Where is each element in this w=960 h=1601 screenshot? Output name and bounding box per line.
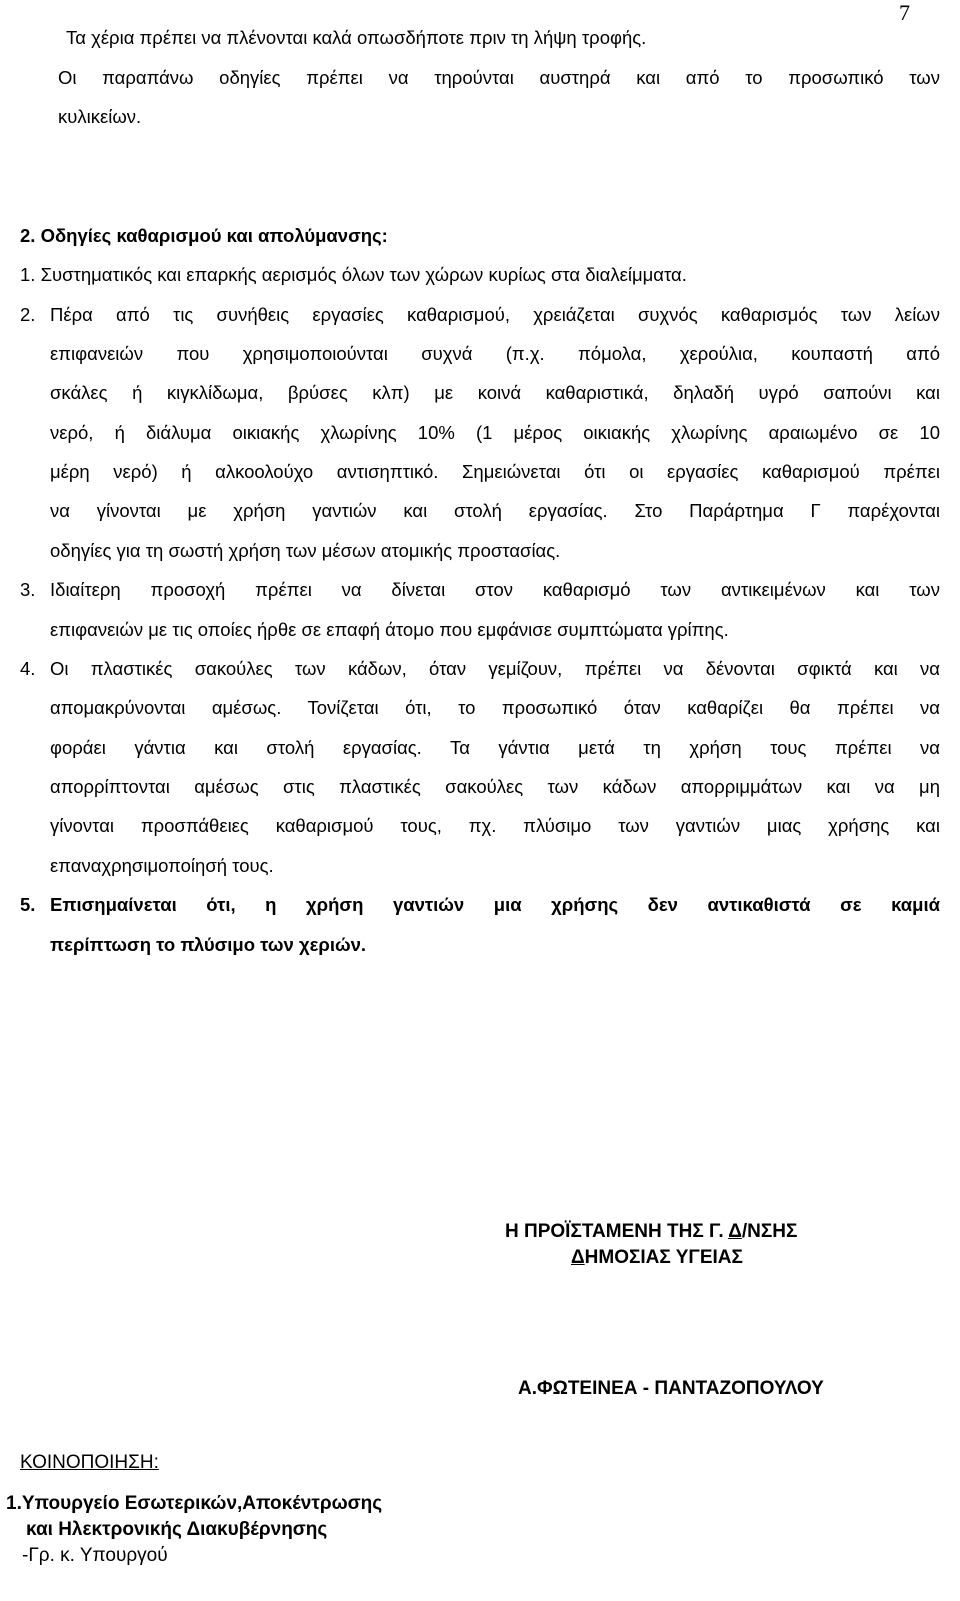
list-item-2-number: 2.: [20, 304, 36, 325]
list-item-1: 1. Συστηματικός και επαρκής αερισμός όλων των χώρων κυρίως στα διαλείμματα.: [20, 264, 687, 285]
list-item-4-number: 4.: [20, 658, 36, 679]
signatory-title-line-2: [571, 1245, 743, 1271]
signatory-title-part: /ΝΣΗΣ: [741, 1221, 798, 1242]
list-item-2-line: μέρη νερό) ή αλκοολούχο αντισηπτικό. Σημειώνεται ότι οι εργασίες καθαρισμού πρέπει: [50, 461, 940, 482]
signatory-title-part: Δ: [571, 1247, 585, 1268]
list-item-3-line: Ιδιαίτερη προσοχή πρέπει να δίνεται στον καθαρισμό των αντικειμένων και των: [50, 579, 940, 600]
list-item-4-line: Οι πλαστικές σακούλες των κάδων, όταν γεμίζουν, πρέπει να δένονται σφικτά και να: [50, 658, 940, 679]
list-item-4-line: απορρίπτονται αμέσως στις πλαστικές σακούλες των κάδων απορριμμάτων και να μη: [50, 776, 940, 797]
list-item-2-line: νερό, ή διάλυμα οικιακής χλωρίνης 10% (1 μέρος οικιακής χλωρίνης αραιωμένο σε 10: [50, 422, 940, 443]
notification-line: 1.Υπουργείο Εσωτερικών,Αποκέντρωσης: [6, 1493, 383, 1514]
list-item-4-line: επαναχρησιμοποίησή τους.: [50, 855, 274, 876]
list-item-4-line: φοράει γάντια και στολή εργασίας. Τα γάντια μετά τη χρήση τους πρέπει να: [50, 737, 940, 758]
list-item-4-line: γίνονται προσπάθειες καθαρισμού τους, πχ. πλύσιμο των γαντιών μιας χρήσης και: [50, 815, 940, 836]
section-heading: 2. Οδηγίες καθαρισμού και απολύμανσης:: [20, 225, 388, 246]
notification-line: -Γρ. κ. Υπουργού: [22, 1545, 168, 1566]
notification-heading: ΚΟΙΝΟΠΟΙΗΣΗ:: [20, 1452, 159, 1473]
list-item-3-line: επιφανειών με τις οποίες ήρθε σε επαφή άτομο που εμφάνισε συμπτώματα γρίπης.: [50, 619, 729, 640]
intro-line-2: Οι παραπάνω οδηγίες πρέπει να τηρούνται αυστηρά και από το προσωπικό των: [58, 67, 940, 88]
list-item-2-line: οδηγίες για τη σωστή χρήση των μέσων ατομικής προστασίας.: [50, 540, 561, 561]
list-item-2-line: σκάλες ή κιγκλίδωμα, βρύσες κλπ) με κοινά καθαριστικά, δηλαδή υγρό σαπούνι και: [50, 382, 940, 403]
list-item-3-number: 3.: [20, 579, 36, 600]
list-item-2-line: να γίνονται με χρήση γαντιών και στολή εργασίας. Στο Παράρτημα Γ παρέχονται: [50, 500, 940, 521]
signatory-title-part: Δ: [728, 1221, 742, 1242]
list-item-5-line: περίπτωση το πλύσιμο των χεριών.: [50, 934, 367, 955]
notification-line: και Ηλεκτρονικής Διακυβέρνησης: [26, 1519, 328, 1540]
list-item-2-line: επιφανειών που χρησιμοποιούνται συχνά (π.χ. πόμολα, χερούλια, κουπαστή από: [50, 343, 940, 364]
signatory-title-part: ΗΜΟΣΙΑΣ ΥΓΕΙΑΣ: [584, 1247, 743, 1268]
page-number: 7: [899, 0, 910, 25]
list-item-2-line: Πέρα από τις συνήθεις εργασίες καθαρισμού, χρειάζεται συχνός καθαρισμός των λείων: [50, 304, 940, 325]
list-item-5-number: 5.: [20, 894, 36, 915]
list-item-5-line: Επισημαίνεται ότι, η χρήση γαντιών μια χρήσης δεν αντικαθιστά σε καμιά: [50, 894, 940, 915]
intro-line-1: Τα χέρια πρέπει να πλένονται καλά οπωσδήποτε πριν τη λήψη τροφής.: [66, 27, 647, 48]
intro-line-3: κυλικείων.: [58, 106, 142, 127]
signatory-name: Α.ΦΩΤΕΙΝΕΑ - ΠΑΝΤΑΖΟΠΟΥΛΟΥ: [518, 1378, 824, 1399]
list-item-4-line: απομακρύνονται αμέσως. Τονίζεται ότι, το προσωπικό όταν καθαρίζει θα πρέπει να: [50, 697, 940, 718]
signatory-title-part: Η ΠΡΟΪΣΤΑΜΕΝΗ ΤΗΣ Γ.: [505, 1221, 729, 1242]
signatory-title-line-1: [505, 1219, 797, 1245]
